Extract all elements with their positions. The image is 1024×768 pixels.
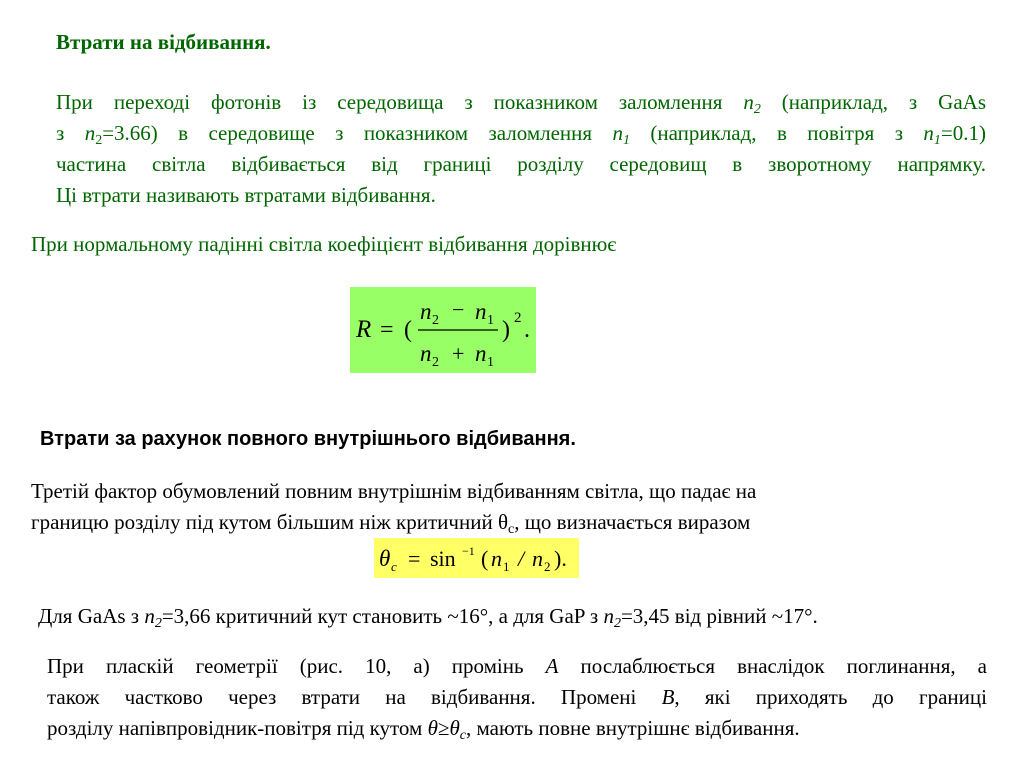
formula-R: R — [356, 316, 372, 343]
text-line: При переході фотонів із середовища з показником заломлення $n_2$ (наприклад, з GaAs — [56, 90, 986, 117]
formula-n2: n — [532, 546, 543, 571]
formula-rparen: ) — [502, 317, 510, 343]
formula-sub2: 2 — [544, 559, 551, 574]
section-heading-total-internal-reflection: Втрати за рахунок повного внутрішнього відбивання. — [40, 428, 576, 450]
formula-lp: ( — [481, 546, 489, 571]
formula-theta: θ — [379, 546, 391, 571]
section-heading-reflection-losses: Втрати на відбивання. — [56, 30, 271, 54]
paragraph-reflection-intro — [56, 87, 986, 211]
paragraph-planar-geometry — [47, 651, 987, 744]
text-line: Ці втрати називають втратами відбивання. — [56, 183, 436, 207]
formula-svg — [374, 538, 579, 578]
formula-eq: = — [380, 317, 394, 343]
formula-lparen: ( — [404, 317, 412, 343]
text-line: Третій фактор обумовлений повним внутрішнім відбиванням світла, що падає на — [31, 479, 757, 503]
formula-exp: 2 — [514, 310, 522, 326]
den-sub2: 2 — [432, 355, 439, 370]
den-sub1: 1 — [487, 355, 494, 370]
den-plus: + — [452, 341, 465, 366]
formula-n1: n — [491, 546, 502, 571]
critical-angle-formula — [374, 538, 579, 578]
formula-sub1: 1 — [503, 559, 510, 574]
text-line: також частково через втрати на відбивання. Промені B, які приходять до границі — [47, 685, 987, 709]
num-n1: n — [475, 299, 487, 324]
den-n2: n — [420, 341, 432, 366]
text-line: границю розділу під кутом більшим ніж критичний $\theta_c$, що визначається виразом — [31, 510, 751, 537]
text-line: розділу напівпровідник-повітря під кутом $\theta\ge\theta_c$, мають повне внутрішнє відбивання. — [47, 716, 800, 743]
formula-sin-exp: −1 — [462, 544, 475, 558]
num-minus: − — [452, 297, 465, 322]
num-sub2: 2 — [432, 313, 439, 328]
formula-dot: . — [524, 317, 530, 343]
normal-incidence-text: При нормальному падінні світла коефіцієнт відбивання дорівнює — [31, 232, 617, 256]
formula-slash: / — [518, 546, 525, 571]
num-n2: n — [420, 299, 432, 324]
formula-sin: sin — [430, 546, 456, 571]
text-line: з $n_2=3.66$) в середовище з показником заломлення $n_1$ (наприклад, в повітря з $n_1=0.1$) — [56, 121, 987, 148]
reflection-coefficient-formula — [350, 287, 536, 373]
critical-angle-values: Для GaAs з $n_2=3,66$ критичний кут становить ~16°, а для GaP з $n_2=3,45$ від рівний ~17°. — [38, 604, 818, 631]
text-line: При пласкій геометрії (рис. 10, а) промінь A послаблюється внаслідок поглинання, а — [47, 654, 987, 678]
formula-theta-sub: c — [391, 559, 397, 574]
formula-svg — [350, 287, 536, 373]
formula-rp: ). — [554, 546, 567, 571]
formula-eq: = — [408, 546, 421, 571]
text-line: частина світла відбивається від границі розділу середовищ в зворотному напрямку. — [56, 152, 986, 176]
den-n1: n — [475, 341, 487, 366]
num-sub1: 1 — [487, 313, 494, 328]
paragraph-critical-angle — [31, 476, 756, 538]
